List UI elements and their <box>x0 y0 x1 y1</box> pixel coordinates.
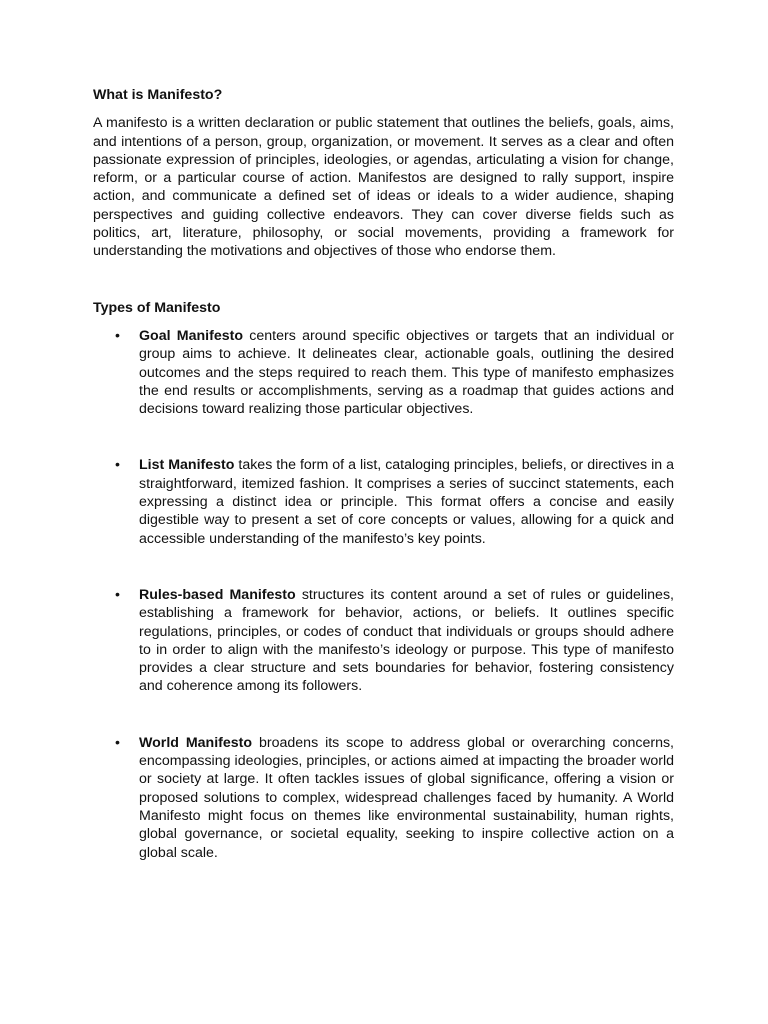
list-item-text: takes the form of a list, cataloging principles, beliefs, or directives in a straightforward, itemized fashion. It comprises a series of succinct statements, each expressing a distinct idea or principle. This format offers a concise and easily digestible way to present a set of core concepts or values, allowing for a quick and accessible understanding of the manifesto’s key points. <box>139 457 674 547</box>
list-item-world-manifesto <box>93 734 674 862</box>
document-page <box>93 86 674 900</box>
list-item-rules-based-manifesto <box>93 586 674 696</box>
list-item-text: centers around specific objectives or targets that an individual or group aims to achieve. It delineates clear, actionable goals, outlining the desired outcomes and the steps required to reach them. This type of manifesto emphasizes the end results or accomplishments, serving as a roadmap that guides actions and decisions toward realizing those particular objectives. <box>139 327 674 418</box>
list-item-text: broadens its scope to address global or overarching concerns, encompassing ideologies, principles, or actions aimed at impacting the broader world or society at large. It often tackles issues of global significance, offering a vision or proposed solutions to complex, widespread challenges faced by humanity. A World Manifesto might focus on themes like environmental sustainability, human rights, global governance, or societal equality, seeking to inspire collective action on a global scale. <box>139 734 674 861</box>
list-item-term: Rules-based Manifesto <box>139 586 296 603</box>
list-item-goal-manifesto <box>93 327 674 418</box>
intro-paragraph: A manifesto is a written declaration or public statement that outlines the beliefs, goals, aims, and intentions of a person, group, organization, or movement. It serves as a clear and often passionate expression of principles, ideologies, or agendas, articulating a vision for change, reform, or a particular course of action. Manifestos are designed to rally support, inspire action, and communicate a defined set of ideas or ideals to a wider audience, shaping perspectives and guiding collective endeavors. They can cover diverse fields such as politics, art, literature, philosophy, or social movements, providing a framework for understanding the motivations and objectives of those who endorse them. <box>93 115 674 260</box>
list-item-term: World Manifesto <box>139 734 253 751</box>
manifesto-types-list <box>93 327 674 862</box>
list-item-term: List Manifesto <box>139 457 235 474</box>
bullet-icon: • <box>115 457 120 474</box>
bullet-icon: • <box>115 327 120 344</box>
bullet-icon: • <box>115 734 120 751</box>
list-item-text: structures its content around a set of rules or guidelines, establishing a framework for behavior, actions, or beliefs. It outlines specific regulations, principles, or codes of conduct that individuals or groups should adhere to in order to align with the manifesto’s ideology or purpose. This type of manifesto provides a clear structure and sets boundaries for behavior, fostering consistency and coherence among its followers. <box>139 586 674 695</box>
types-heading: Types of Manifesto <box>93 299 221 316</box>
list-item-list-manifesto <box>93 456 674 547</box>
bullet-icon: • <box>115 586 120 603</box>
list-item-term: Goal Manifesto <box>139 327 244 344</box>
page-heading: What is Manifesto? <box>93 87 223 103</box>
